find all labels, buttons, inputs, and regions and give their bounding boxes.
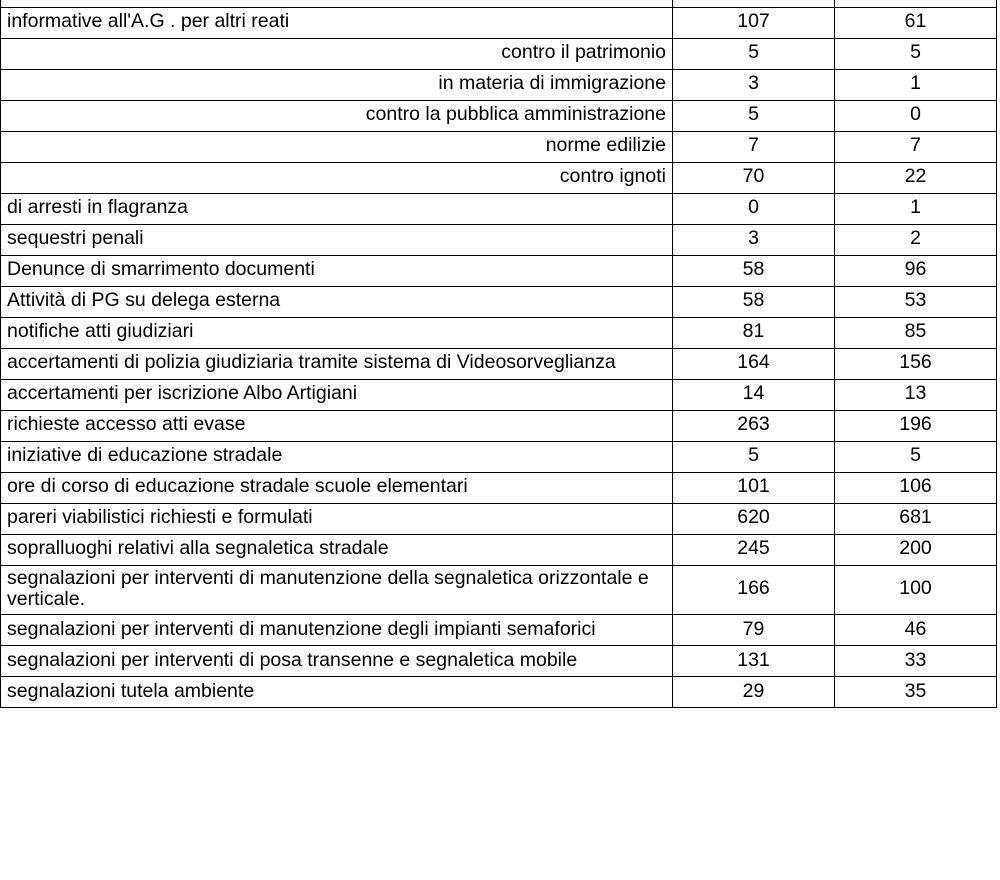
table-cell-value-2: 13 [835,379,997,410]
table-row [1,7,997,38]
table-row [1,162,997,193]
table-cell-value-2: 200 [835,534,997,565]
table-cell-label: segnalazioni tutela ambiente [1,677,673,708]
table-cell-label: norme edilizie [1,131,673,162]
table-row [1,131,997,162]
table-row [1,224,997,255]
table-cell-value-1: 29 [673,677,835,708]
table-cell-value-1: 79 [673,615,835,646]
table-cell-value-2: 61 [835,7,997,38]
table-cell-value-2: 53 [835,286,997,317]
table-cell-value-1: 81 [673,317,835,348]
table-cell-value-2: 1 [835,69,997,100]
table-row [1,317,997,348]
table-cell-label: segnalazioni per interventi di manutenzione degli impianti semaforici [1,615,673,646]
table-row [1,503,997,534]
table-row [1,472,997,503]
table-row [1,69,997,100]
table-cell-value-2: 0 [835,100,997,131]
table-cell-label: Attività di PG su delega esterna [1,286,673,317]
table-cell-value-2 [835,0,997,7]
table-row [1,379,997,410]
table-row [1,255,997,286]
table-cell-value-1: 3 [673,224,835,255]
table-cell-value-1: 3 [673,69,835,100]
table-row [1,0,997,7]
table-cell-value-1: 5 [673,100,835,131]
table-row [1,565,997,615]
table-cell-value-2: 7 [835,131,997,162]
table-cell-label: in materia di immigrazione [1,69,673,100]
table-cell-label: sequestri penali [1,224,673,255]
table-cell-value-2: 33 [835,646,997,677]
table-cell-label: segnalazioni per interventi di posa transenne e segnaletica mobile [1,646,673,677]
table-cell-value-1: 107 [673,7,835,38]
table-cell-label: richieste accesso atti evase [1,410,673,441]
table-cell-value-2: 196 [835,410,997,441]
table-cell-value-2: 100 [835,565,997,615]
table-cell-value-1: 131 [673,646,835,677]
table-cell-value-1 [673,0,835,7]
table-cell-value-1: 14 [673,379,835,410]
table-cell-value-1: 7 [673,131,835,162]
table-cell-value-1: 5 [673,38,835,69]
table-cell-value-2: 46 [835,615,997,646]
table-cell-value-1: 101 [673,472,835,503]
table-row [1,646,997,677]
table-cell-label: accertamenti per iscrizione Albo Artigiani [1,379,673,410]
table-cell-label: contro la pubblica amministrazione [1,100,673,131]
table-cell-value-2: 1 [835,193,997,224]
table-cell-value-2: 2 [835,224,997,255]
table-cell-label: Denunce di smarrimento documenti [1,255,673,286]
table-cell-value-1: 263 [673,410,835,441]
table-cell-label: iniziative di educazione stradale [1,441,673,472]
table-cell-label: sopralluoghi relativi alla segnaletica stradale [1,534,673,565]
table-cell-value-2: 22 [835,162,997,193]
table-row [1,677,997,708]
table-cell-value-2: 35 [835,677,997,708]
table-cell-value-2: 96 [835,255,997,286]
table-row [1,410,997,441]
table-cell-value-1: 70 [673,162,835,193]
table-row [1,193,997,224]
table-cell-value-2: 5 [835,441,997,472]
table-cell-value-2: 5 [835,38,997,69]
table-cell-value-1: 164 [673,348,835,379]
table-cell-value-2: 85 [835,317,997,348]
table-cell-label: informative all'A.G . per altri reati [1,7,673,38]
table-cell-value-1: 620 [673,503,835,534]
table-cell-value-2: 681 [835,503,997,534]
table-row [1,38,997,69]
table-cell-value-1: 245 [673,534,835,565]
table-cell-label: accertamenti di polizia giudiziaria tramite sistema di Videosorveglianza [1,348,673,379]
table-cell-value-2: 106 [835,472,997,503]
table-cell-label: notifiche atti giudiziari [1,317,673,348]
table-cell-value-2: 156 [835,348,997,379]
table-cell-value-1: 58 [673,255,835,286]
table-row [1,286,997,317]
table-row [1,441,997,472]
table-cell-label: di arresti in flagranza [1,193,673,224]
table-cell-value-1: 0 [673,193,835,224]
table-row [1,615,997,646]
table-cell-label: pareri viabilistici richiesti e formulati [1,503,673,534]
table-cell-label [1,0,673,7]
table-cell-value-1: 166 [673,565,835,615]
table-cell-label: ore di corso di educazione stradale scuole elementari [1,472,673,503]
table-body [1,0,997,708]
table-row [1,348,997,379]
table-row [1,100,997,131]
table-cell-label: segnalazioni per interventi di manutenzione della segnaletica orizzontale e verticale. [1,565,673,615]
table-cell-value-1: 5 [673,441,835,472]
table-cell-label: contro ignoti [1,162,673,193]
table-cell-value-1: 58 [673,286,835,317]
table-row [1,534,997,565]
table-cell-label: contro il patrimonio [1,38,673,69]
